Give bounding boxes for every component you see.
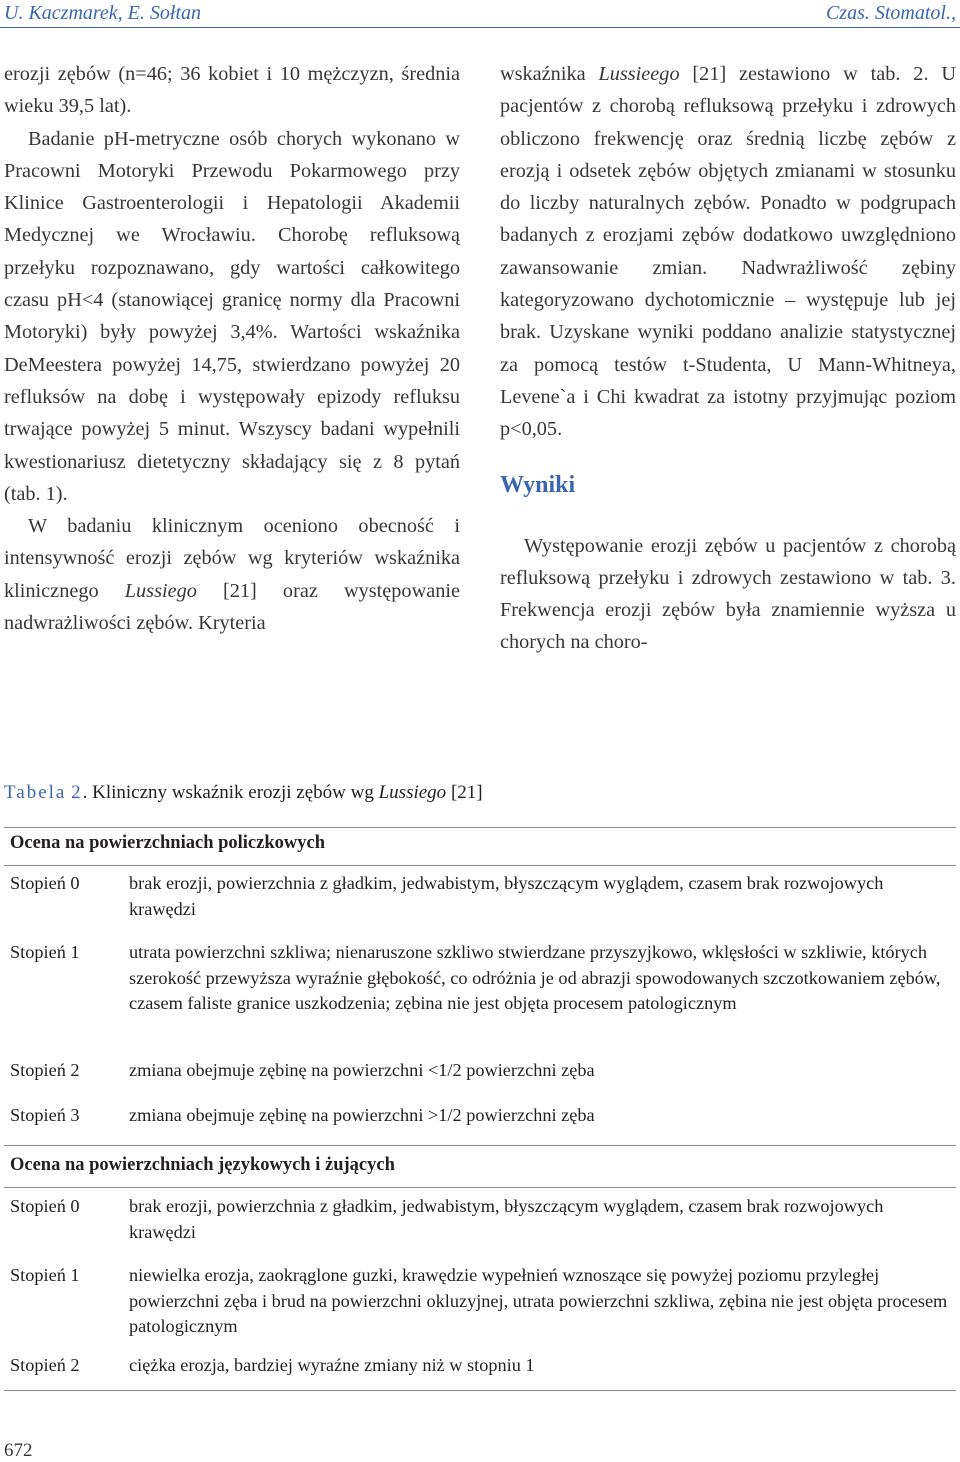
left-paragraph-3-text-a: W badaniu klinicznym oceniono obecność i intensywność erozji zębów wg kryteriów wskaźnika klinicznego (4, 515, 460, 602)
header-journal: Czas. Stomatol., (825, 2, 956, 24)
right-paragraph-1-italic: Lussieego (598, 63, 680, 85)
left-paragraph-3-italic: Lussiego (124, 579, 197, 602)
section-title-results: Wyniki (500, 471, 576, 498)
header-authors: U. Kaczmarek, E. Sołtan (4, 2, 202, 24)
table-caption (4, 782, 483, 804)
table-label: Tabela (4, 782, 67, 803)
grade-description: brak erozji, powierzchnia z gładkim, jedwabistym, błyszczącym wyglądem, czasem brak rozwojowych krawędzi (129, 873, 884, 919)
table-rule-section-1 (4, 865, 956, 866)
grade-description: zmiana obejmuje zębinę na powierzchni <1/2 powierzchni zęba (129, 1060, 595, 1080)
grade-description: niewielka erozja, zaokrąglone guzki, krawędzie wypełnień wznoszące się powyżej poziomu przyległej powierzchni zęba i brud na powierzchni okluzyjnej, utrata powierzchni szkliwa, zębina nie jest objęta procesem patologicznym (129, 1265, 948, 1336)
table-rule-top (4, 827, 956, 828)
table-section-2-title: Ocena na powierzchniach językowych i żujących (10, 1155, 395, 1175)
left-paragraph-3-text-b: [21] oraz występowanie nadwrażliwości zębów. Kryteria (4, 579, 460, 635)
running-header (0, 0, 960, 24)
right-paragraph-1 (500, 58, 956, 446)
grade-label: Stopień 2 (10, 1355, 80, 1375)
grade-description: ciężka erozja, bardziej wyraźne zmiany niż w stopniu 1 (129, 1355, 535, 1375)
left-column (4, 58, 460, 639)
grade-description: zmiana obejmuje zębinę na powierzchni >1/2 powierzchni zęba (129, 1105, 595, 1125)
left-paragraph-2: Badanie pH-metryczne osób chorych wykonano w Pracowni Motoryki Przewodu Pokarmowego przy Klinice Gastroenterologii i Hepatologii Akademii Medycznej we Wrocławiu. Chorobę refluksową przełyku rozpoznawano, gdy wartości całkowitego czasu pH<4 (stanowiącej granicę normy dla Pracowni Motoryki) były powyżej 3,4%. Wartości wskaźnika DeMeestera powyżej 14,75, stwierdzano powyżej 20 refluksów na dobę i występowały epizody refluksu trwające powyżej 5 minut. Wszyscy badani wypełnili kwestionariusz dietetyczny składający się z 8 pytań (tab. 1). (4, 127, 460, 505)
table-rule-middle (4, 1145, 956, 1146)
left-paragraph-1: erozji zębów (n=46; 36 kobiet i 10 mężczyzn, średnia wieku 39,5 lat). (4, 63, 460, 118)
page-number: 672 (4, 1440, 33, 1461)
grade-label: Stopień 1 (10, 1265, 80, 1285)
grade-description: brak erozji, powierzchnia z gładkim, jedwabistym, błyszczącym wyglądem, czasem brak rozwojowych krawędzi (129, 1196, 884, 1242)
grade-label: Stopień 0 (10, 873, 80, 893)
table-rule-bottom (4, 1390, 956, 1391)
right-paragraph-1-text-b: [21] zestawiono w tab. 2. U pacjentów z chorobą refluksową przełyku i zdrowych obliczono frekwencję oraz średnią liczbę zębów z erozją i odsetek zębów objętych zmianami w stosunku do liczby naturalnych zębów. Ponadto w podgrupach badanych z erozjami zębów dodatkowo uwzględniono zawansowanie zmian. Nadwrażliwość zębiny kategoryzowano dychotomicznie – występuje lub jej brak. Uzyskane wyniki poddano analizie statystycznej za pomocą testów t-Studenta, U Mann-Whitneya, Levene`a i Chi kwadrat za istotny przyjmując poziom p<0,05. (500, 63, 956, 441)
grade-label: Stopień 1 (10, 942, 80, 962)
right-paragraph-1-text-a: wskaźnika (500, 63, 599, 85)
right-column (500, 58, 956, 659)
grade-label: Stopień 0 (10, 1196, 80, 1216)
right-paragraph-2: Występowanie erozji zębów u pacjentów z chorobą refluksową przełyku i zdrowych zestawiono w tab. 3. Frekwencja erozji zębów była znamiennie wyższa u chorych na choro- (500, 534, 956, 654)
grade-label: Stopień 2 (10, 1060, 80, 1080)
table-title-a: . Kliniczny wskaźnik erozji zębów wg (82, 782, 379, 803)
table-number: 2 (71, 782, 83, 803)
table-title-b: [21] (446, 782, 483, 803)
table-rule-section-2 (4, 1187, 956, 1188)
left-paragraph-3 (4, 510, 460, 639)
header-rule (0, 27, 960, 28)
table-title-italic: Lussiego (378, 782, 447, 803)
grade-label: Stopień 3 (10, 1105, 80, 1125)
table-section-1-title: Ocena na powierzchniach policzkowych (10, 833, 326, 853)
grade-description: utrata powierzchni szkliwa; nienaruszone szkliwo stwierdzane przyszyjkowo, wklęsłości w szkliwie, których szerokość przewyższa wyraźnie głębokość, co odróżnia je od abrazji spowodowanych szczotkowaniem zębów, czasem faliste granice uszkodzenia; zębina nie jest objęta procesem patologicznym (129, 942, 941, 1013)
